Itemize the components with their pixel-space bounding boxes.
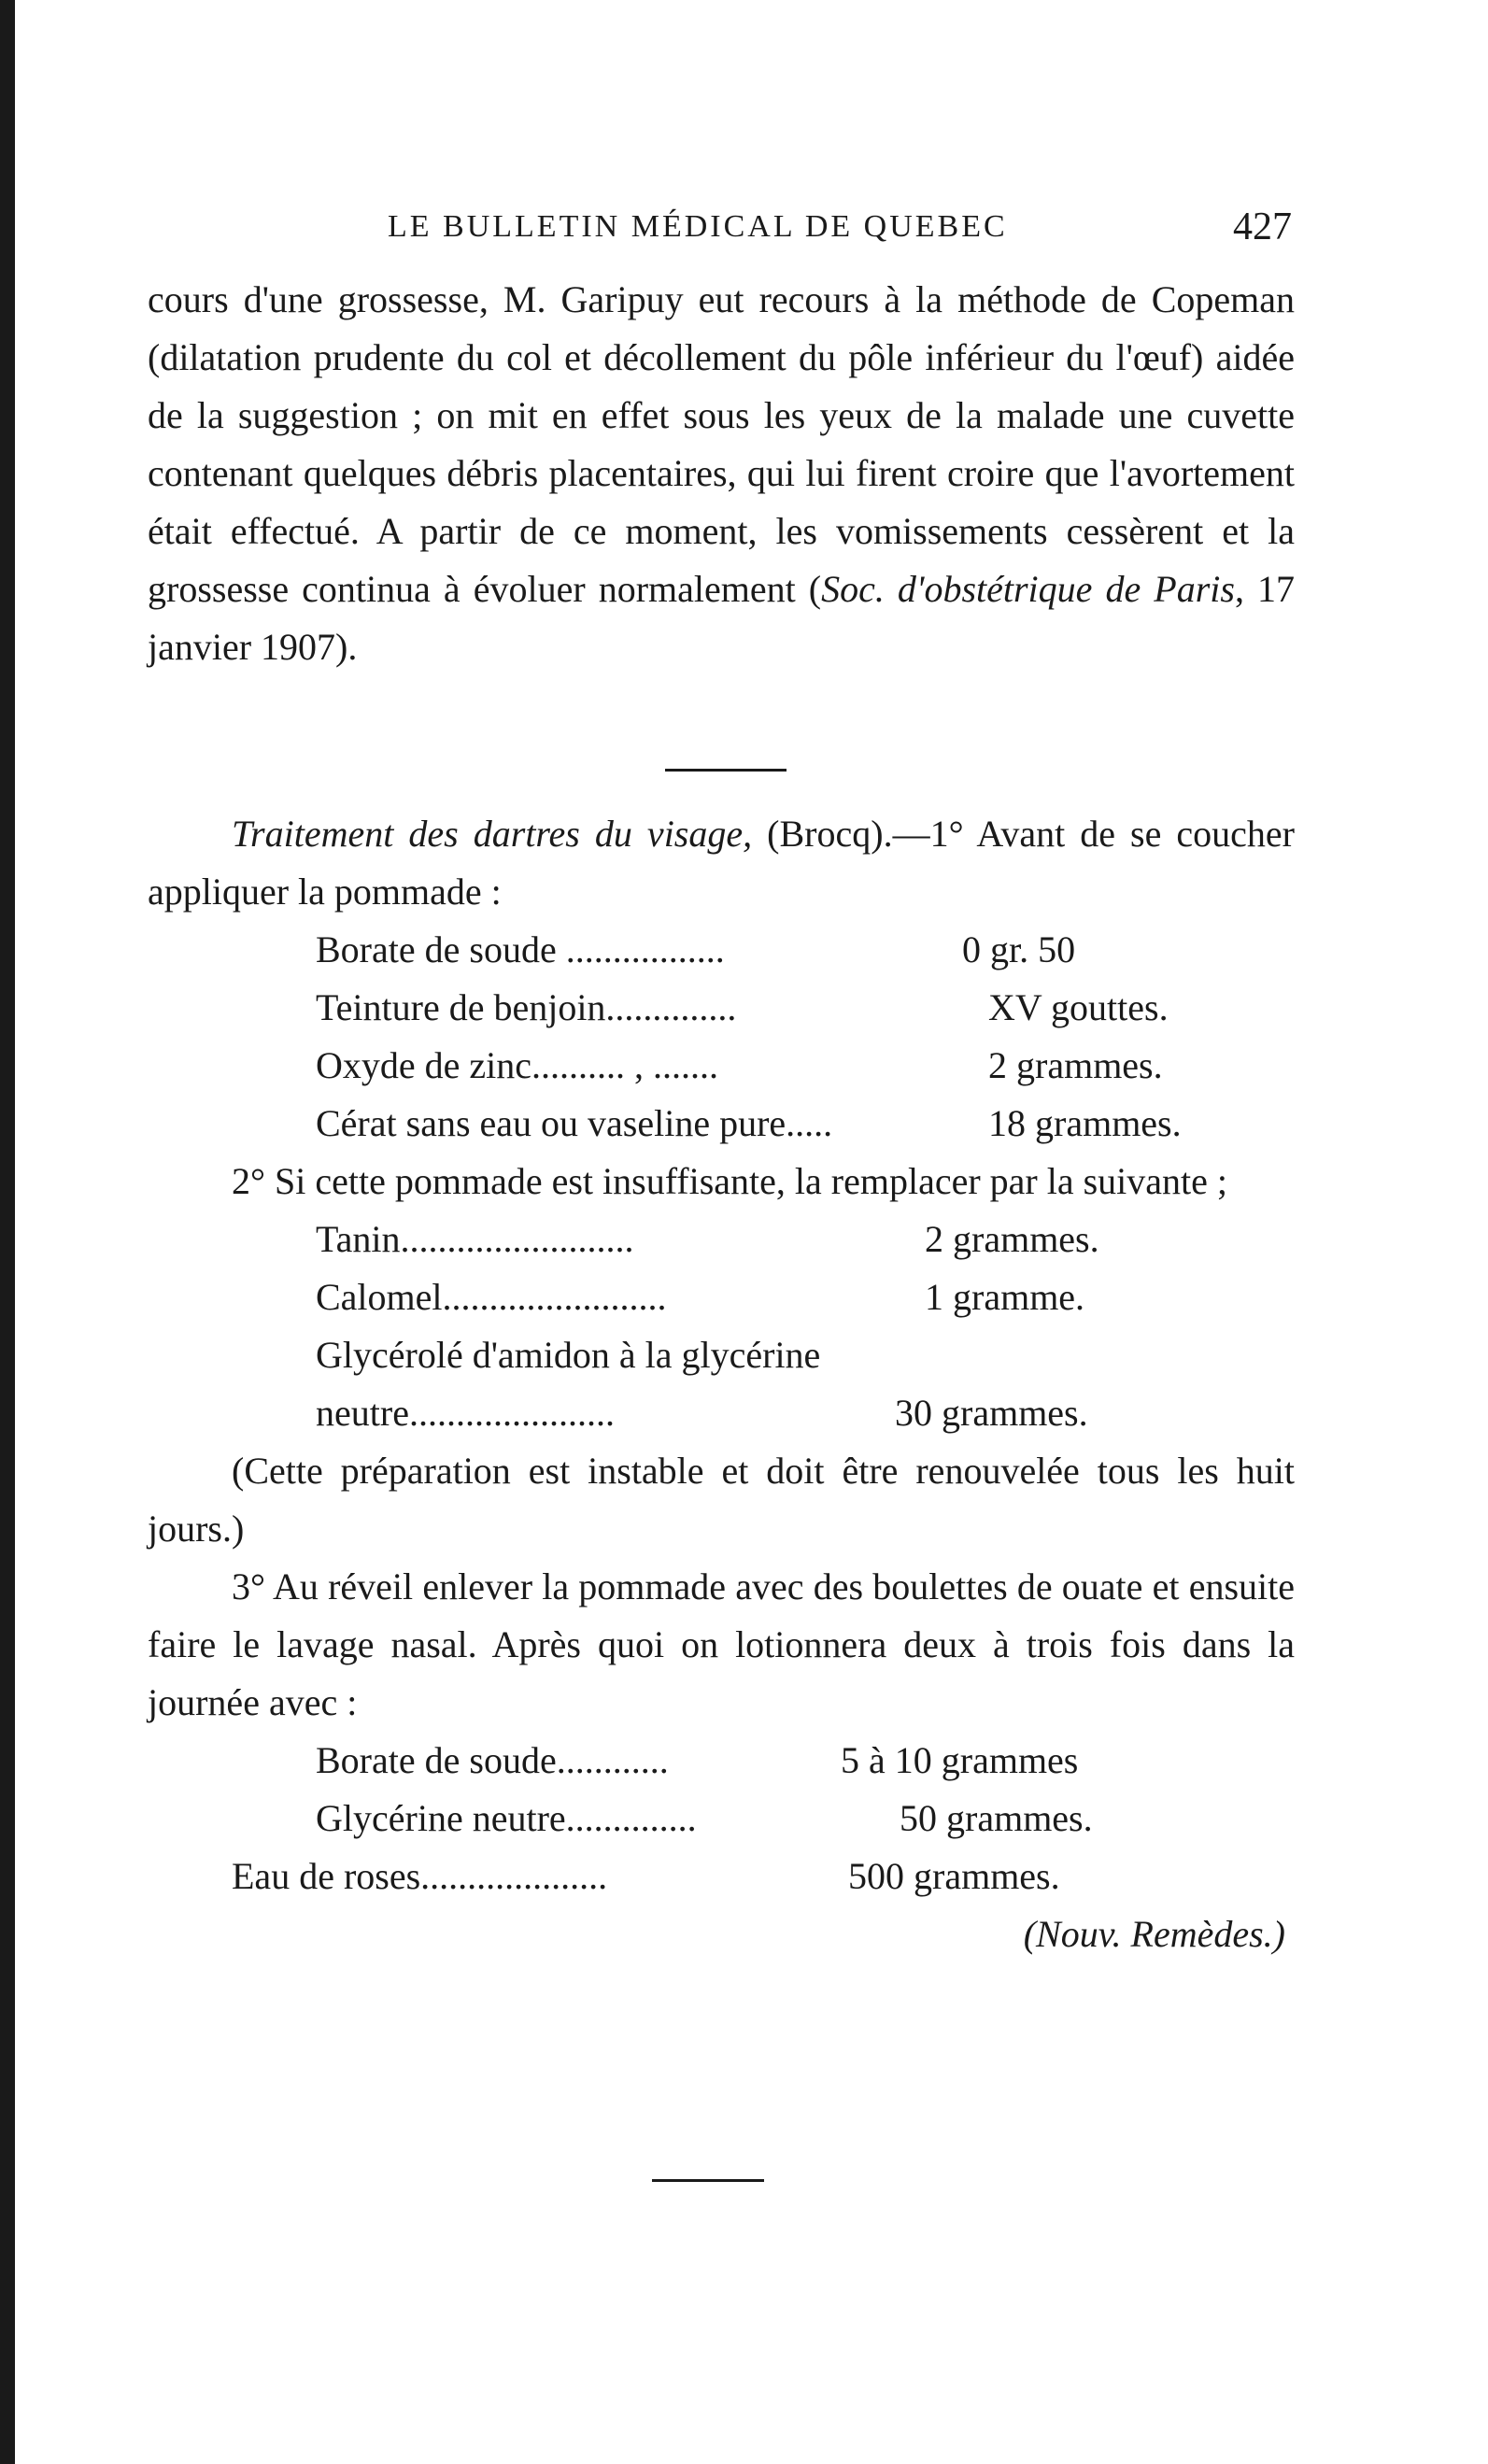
section-divider <box>665 769 787 772</box>
recipe-line <box>148 1732 1295 1790</box>
section-divider <box>652 2179 764 2182</box>
page-number: 427 <box>1233 205 1292 248</box>
quantity: 1 gramme. <box>925 1276 1085 1318</box>
citation-rest: , 17 janvier 1907). <box>148 568 1295 668</box>
quantity: 2 grammes. <box>988 1044 1163 1086</box>
ingredient: neutre...................... <box>316 1392 615 1434</box>
ingredient: Eau de roses.................... <box>232 1855 608 1897</box>
paragraph-1 <box>148 271 1295 676</box>
step-3: 3° Au réveil enlever la pommade avec des boulettes de ouate et ensuite faire le lavage nasal. Après quoi on lotionnera deux à trois fois dans la journée avec : <box>148 1565 1295 1723</box>
recipe-line <box>148 1848 1295 1905</box>
running-head <box>0 204 1488 260</box>
page-edge-bar <box>0 0 15 2464</box>
running-title: LE BULLETIN MÉDICAL DE QUEBEC <box>388 209 1008 244</box>
section-intro: (Brocq).—1° Avant de se coucher appliquer la pommade : <box>148 813 1295 913</box>
quantity: 5 à 10 grammes <box>841 1739 1079 1781</box>
ingredient: Borate de soude ................. <box>316 928 725 970</box>
quantity: XV gouttes. <box>988 986 1169 1028</box>
recipe-line <box>148 1037 1295 1095</box>
section-title: Traitement des dartres du visage, <box>232 813 753 855</box>
ingredient: Cérat sans eau ou vaseline pure..... <box>316 1102 833 1144</box>
quantity: 30 grammes. <box>895 1392 1088 1434</box>
step-2: 2° Si cette pommade est insuffisante, la remplacer par la suivante ; <box>232 1160 1228 1202</box>
recipe-line <box>148 921 1295 979</box>
treatment-section <box>148 805 1295 1963</box>
recipe-line <box>148 979 1295 1037</box>
ingredient: Calomel........................ <box>316 1276 667 1318</box>
recipe-line <box>148 1268 1295 1326</box>
recipe-line <box>148 1211 1295 1268</box>
ingredient: Glycérine neutre.............. <box>316 1797 697 1839</box>
ingredient: Glycérolé d'amidon à la glycérine <box>316 1334 821 1376</box>
paragraph-1-text: cours d'une grossesse, M. Garipuy eut recours à la méthode de Copeman (dilatation prudente du col et décollement du pôle inférieur du l'œuf) aidée de la suggestion ; on mit en effet sous les yeux de la malade une cuvette contenant quelques débris placentaires, qui lui firent croire que l'avortement était effectué. A partir de ce moment, les vomissements cessèrent et la grossesse continua à évoluer normalement ( <box>148 278 1295 610</box>
quantity: 500 grammes. <box>848 1855 1060 1897</box>
recipe-line <box>148 1790 1295 1848</box>
quantity: 50 grammes. <box>900 1797 1093 1839</box>
ingredient: Teinture de benjoin.............. <box>316 986 737 1028</box>
quantity: 2 grammes. <box>925 1218 1099 1260</box>
quantity: 0 gr. 50 <box>962 928 1076 970</box>
recipe-line <box>148 1326 1295 1384</box>
ingredient: Oxyde de zinc.......... , ....... <box>316 1044 719 1086</box>
ingredient: Borate de soude............ <box>316 1739 669 1781</box>
recipe-line <box>148 1095 1295 1153</box>
quantity: 18 grammes. <box>988 1102 1182 1144</box>
source-citation: (Nouv. Remèdes.) <box>1023 1913 1285 1955</box>
preparation-note: (Cette préparation est instable et doit être renouvelée tous les huit jours.) <box>148 1450 1295 1550</box>
ingredient: Tanin......................... <box>316 1218 634 1260</box>
recipe-line <box>148 1384 1295 1442</box>
citation-italic: Soc. d'obstétrique de Paris <box>821 568 1235 610</box>
